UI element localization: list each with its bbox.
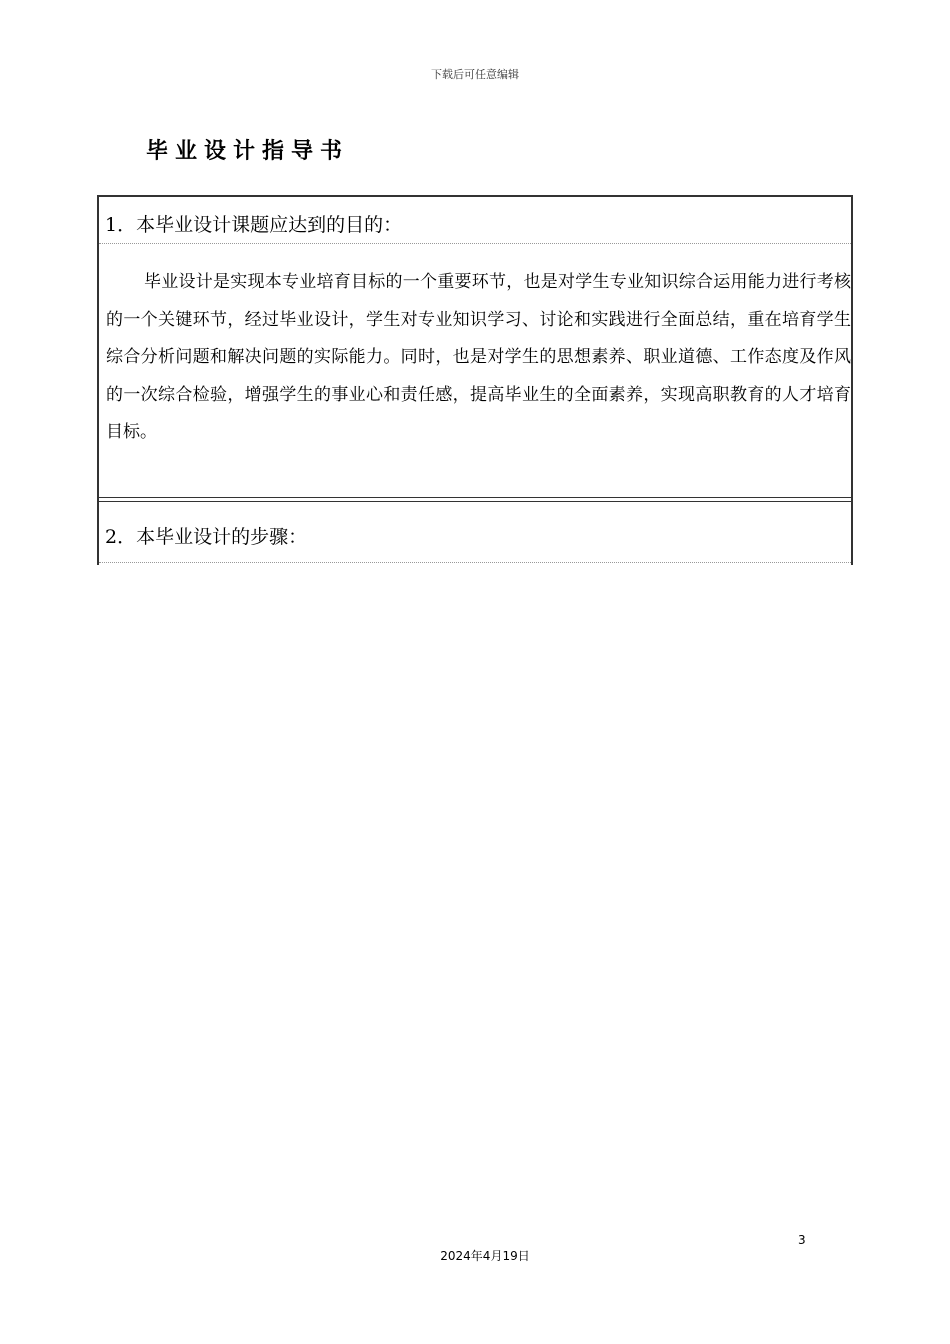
header-note: 下载后可任意编辑 [431, 68, 519, 81]
table-top-border [97, 195, 853, 197]
document-title: 毕业设计指导书 [146, 139, 350, 164]
table-left-border [97, 195, 99, 565]
section-2-heading: 2．本毕业设计的步骤： [105, 526, 308, 548]
section-1-body: 毕业设计是实现本专业培育目标的一个重要环节，也是对学生专业知识综合运用能力进行考核的一个关键环节，经过毕业设计，学生对专业知识学习、讨论和实践进行全面总结，重在培育学生综合分析问题和解决问题的实际能力。同时，也是对学生的思想素养、职业道德、工作态度及作风的一次综合检验，增强学生的事业心和责任感，提高毕业生的全面素养，实现高职教育的人才培育目标。 [106, 272, 851, 442]
guide-table [97, 195, 853, 565]
section-divider [97, 497, 853, 502]
section-1-heading-divider [99, 243, 851, 244]
section-2-heading-divider [99, 562, 851, 563]
footer-date: 2024年4月19日 [440, 1249, 530, 1263]
page-number: 3 [798, 1233, 806, 1247]
section-1-heading: 1．本毕业设计课题应达到的目的： [105, 214, 403, 236]
table-right-border [851, 195, 853, 565]
